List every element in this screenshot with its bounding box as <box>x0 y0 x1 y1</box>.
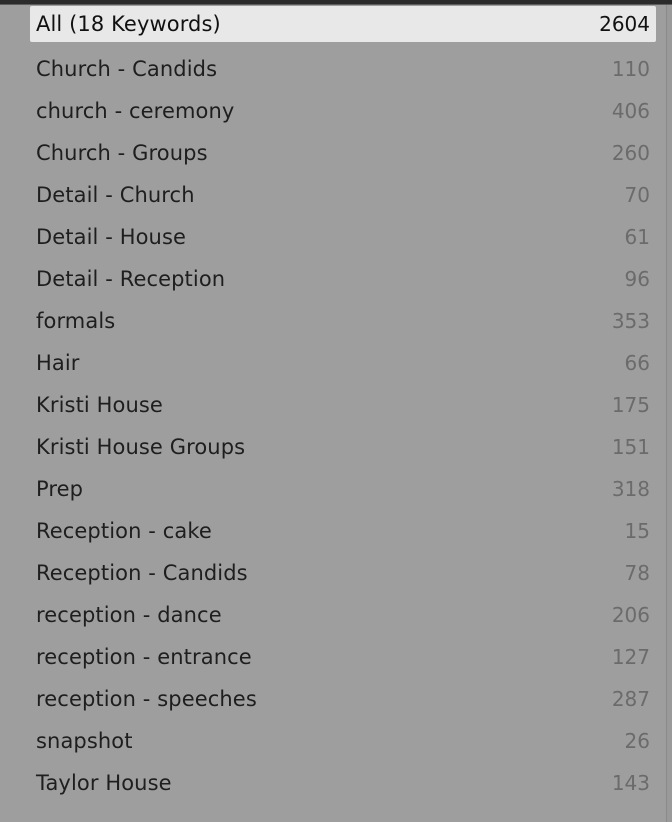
keyword-count: 96 <box>624 267 650 291</box>
keyword-count: 151 <box>611 435 650 459</box>
keyword-row[interactable] <box>30 468 656 510</box>
keyword-row[interactable] <box>30 384 656 426</box>
keyword-row-all[interactable] <box>30 6 656 42</box>
keyword-label: All (18 Keywords) <box>36 12 221 36</box>
keyword-label: reception - entrance <box>36 645 252 669</box>
keyword-label: church - ceremony <box>36 99 235 123</box>
keyword-row[interactable] <box>30 636 656 678</box>
keyword-count: 260 <box>611 141 650 165</box>
keyword-label: Church - Groups <box>36 141 208 165</box>
keyword-label: Detail - Reception <box>36 267 226 291</box>
keyword-count: 110 <box>611 57 650 81</box>
panel-scrollbar-track[interactable] <box>666 5 672 822</box>
keyword-label: Kristi House Groups <box>36 435 246 459</box>
keyword-label: formals <box>36 309 116 333</box>
keyword-count: 406 <box>611 99 650 123</box>
keyword-row[interactable] <box>30 216 656 258</box>
keyword-row[interactable] <box>30 426 656 468</box>
keyword-count: 70 <box>624 183 650 207</box>
keyword-row[interactable] <box>30 720 656 762</box>
keyword-row[interactable] <box>30 300 656 342</box>
keyword-row[interactable] <box>30 552 656 594</box>
keyword-row[interactable] <box>30 342 656 384</box>
keyword-count: 78 <box>624 561 650 585</box>
keyword-row[interactable] <box>30 762 656 804</box>
keyword-count: 206 <box>611 603 650 627</box>
keyword-label: snapshot <box>36 729 133 753</box>
keyword-label: Church - Candids <box>36 57 218 81</box>
keyword-label: reception - speeches <box>36 687 257 711</box>
keyword-row[interactable] <box>30 678 656 720</box>
keyword-label: Detail - Church <box>36 183 195 207</box>
keyword-count: 143 <box>611 771 650 795</box>
keyword-count: 318 <box>611 477 650 501</box>
keyword-count: 26 <box>624 729 650 753</box>
keyword-count: 175 <box>611 393 650 417</box>
keyword-label: Reception - cake <box>36 519 212 543</box>
keyword-filter-list <box>30 6 656 816</box>
keyword-count: 61 <box>624 225 650 249</box>
keyword-label: Detail - House <box>36 225 186 249</box>
keyword-label: Reception - Candids <box>36 561 248 585</box>
keyword-label: Kristi House <box>36 393 163 417</box>
keyword-label: Prep <box>36 477 84 501</box>
keyword-row[interactable] <box>30 174 656 216</box>
keyword-row[interactable] <box>30 258 656 300</box>
keyword-row[interactable] <box>30 510 656 552</box>
keyword-count: 15 <box>624 519 650 543</box>
keyword-label: Hair <box>36 351 80 375</box>
keyword-label: reception - dance <box>36 603 222 627</box>
keyword-count: 287 <box>611 687 650 711</box>
keyword-count: 127 <box>611 645 650 669</box>
keyword-label: Taylor House <box>36 771 172 795</box>
keyword-count: 66 <box>624 351 650 375</box>
keyword-count: 2604 <box>599 12 650 36</box>
panel-top-border <box>0 0 672 5</box>
keyword-row[interactable] <box>30 594 656 636</box>
keyword-row[interactable] <box>30 48 656 90</box>
keyword-row[interactable] <box>30 90 656 132</box>
keyword-count: 353 <box>611 309 650 333</box>
keyword-row[interactable] <box>30 132 656 174</box>
